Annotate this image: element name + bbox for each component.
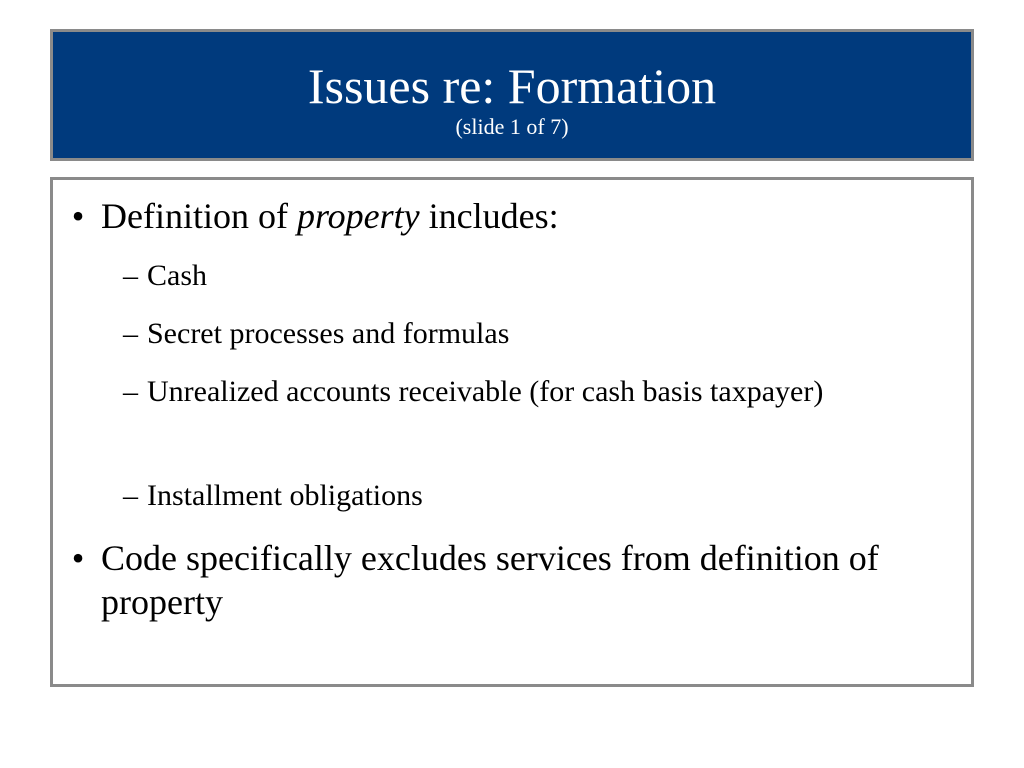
dash-icon: – — [123, 479, 138, 512]
sub-item-cash — [123, 254, 907, 297]
content-box — [50, 177, 974, 687]
sub-item-installment-obligations — [123, 474, 907, 517]
dash-icon: – — [123, 317, 138, 350]
sub-item-secret-processes — [123, 312, 907, 355]
sub-item-accounts-receivable — [123, 370, 907, 413]
bullet-text-prefix: Definition of — [101, 196, 297, 236]
bullet-icon: • — [71, 196, 85, 236]
bullet-text-emphasis: property — [296, 196, 420, 236]
slide-title: Issues re: Formation — [307, 58, 717, 114]
bullet-item-property-definition — [71, 194, 901, 238]
bullet-text-suffix: includes: — [419, 196, 559, 236]
sub-item-text: Unrealized accounts receivable (for cash basis taxpayer) — [147, 375, 824, 408]
bullet-text: Code specifically excludes services from definition of property — [101, 538, 879, 622]
sub-item-text: Cash — [147, 259, 207, 292]
sub-item-text: Installment obligations — [147, 479, 423, 512]
dash-icon: – — [123, 259, 138, 292]
slide-subtitle: (slide 1 of 7) — [455, 114, 569, 139]
dash-icon: – — [123, 375, 138, 408]
bullet-icon: • — [71, 538, 85, 578]
title-box — [50, 29, 974, 161]
sub-item-text: Secret processes and formulas — [147, 317, 510, 350]
bullet-item-services-exclusion — [71, 536, 901, 624]
